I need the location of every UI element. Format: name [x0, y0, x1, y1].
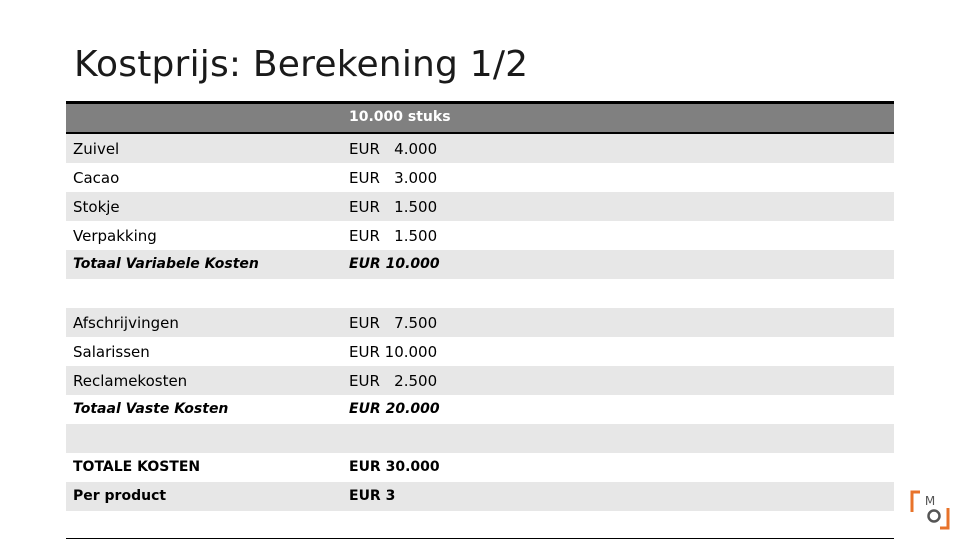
page-title: Kostprijs: Berekening 1/2: [74, 44, 529, 85]
row-label: Stokje: [73, 198, 120, 216]
logo-letter-m: M: [924, 494, 936, 508]
table-row: [66, 279, 894, 308]
row-label: Zuivel: [73, 140, 120, 158]
table-row: [66, 366, 894, 395]
brand-logo-icon: [908, 488, 952, 532]
row-value: EUR 10.000: [349, 256, 440, 272]
table-row: [66, 308, 894, 337]
table-row: [66, 337, 894, 366]
header-quantity: 10.000 stuks: [349, 109, 451, 125]
cost-table: [66, 101, 894, 511]
table-row: [66, 134, 894, 163]
table-header: [66, 101, 894, 134]
table-row: [66, 395, 894, 424]
row-value: EUR 7.500: [349, 314, 438, 332]
row-label: Verpakking: [73, 227, 157, 245]
row-value: EUR 1.500: [349, 227, 438, 245]
row-label: Per product: [73, 488, 167, 504]
row-value: EUR 20.000: [349, 401, 440, 417]
table-row: [66, 192, 894, 221]
row-label: Reclamekosten: [73, 372, 188, 390]
row-value: EUR 1.500: [349, 198, 438, 216]
row-value: EUR 3: [349, 488, 396, 504]
row-value: EUR 30.000: [349, 459, 440, 475]
row-value: EUR 2.500: [349, 372, 438, 390]
row-label: Cacao: [73, 169, 120, 187]
table-row: [66, 453, 894, 482]
row-label: Totaal Vaste Kosten: [73, 401, 229, 417]
row-value: EUR 10.000: [349, 343, 438, 361]
table-row: [66, 424, 894, 453]
row-label: TOTALE KOSTEN: [73, 459, 201, 475]
table-row: [66, 482, 894, 511]
row-value: EUR 4.000: [349, 140, 438, 158]
row-value: EUR 3.000: [349, 169, 438, 187]
row-label: Totaal Variabele Kosten: [73, 256, 259, 272]
row-label: Salarissen: [73, 343, 150, 361]
row-label: Afschrijvingen: [73, 314, 179, 332]
table-row: [66, 163, 894, 192]
table-row: [66, 250, 894, 279]
table-row: [66, 221, 894, 250]
table-body: [66, 134, 894, 511]
divider: [66, 538, 894, 539]
